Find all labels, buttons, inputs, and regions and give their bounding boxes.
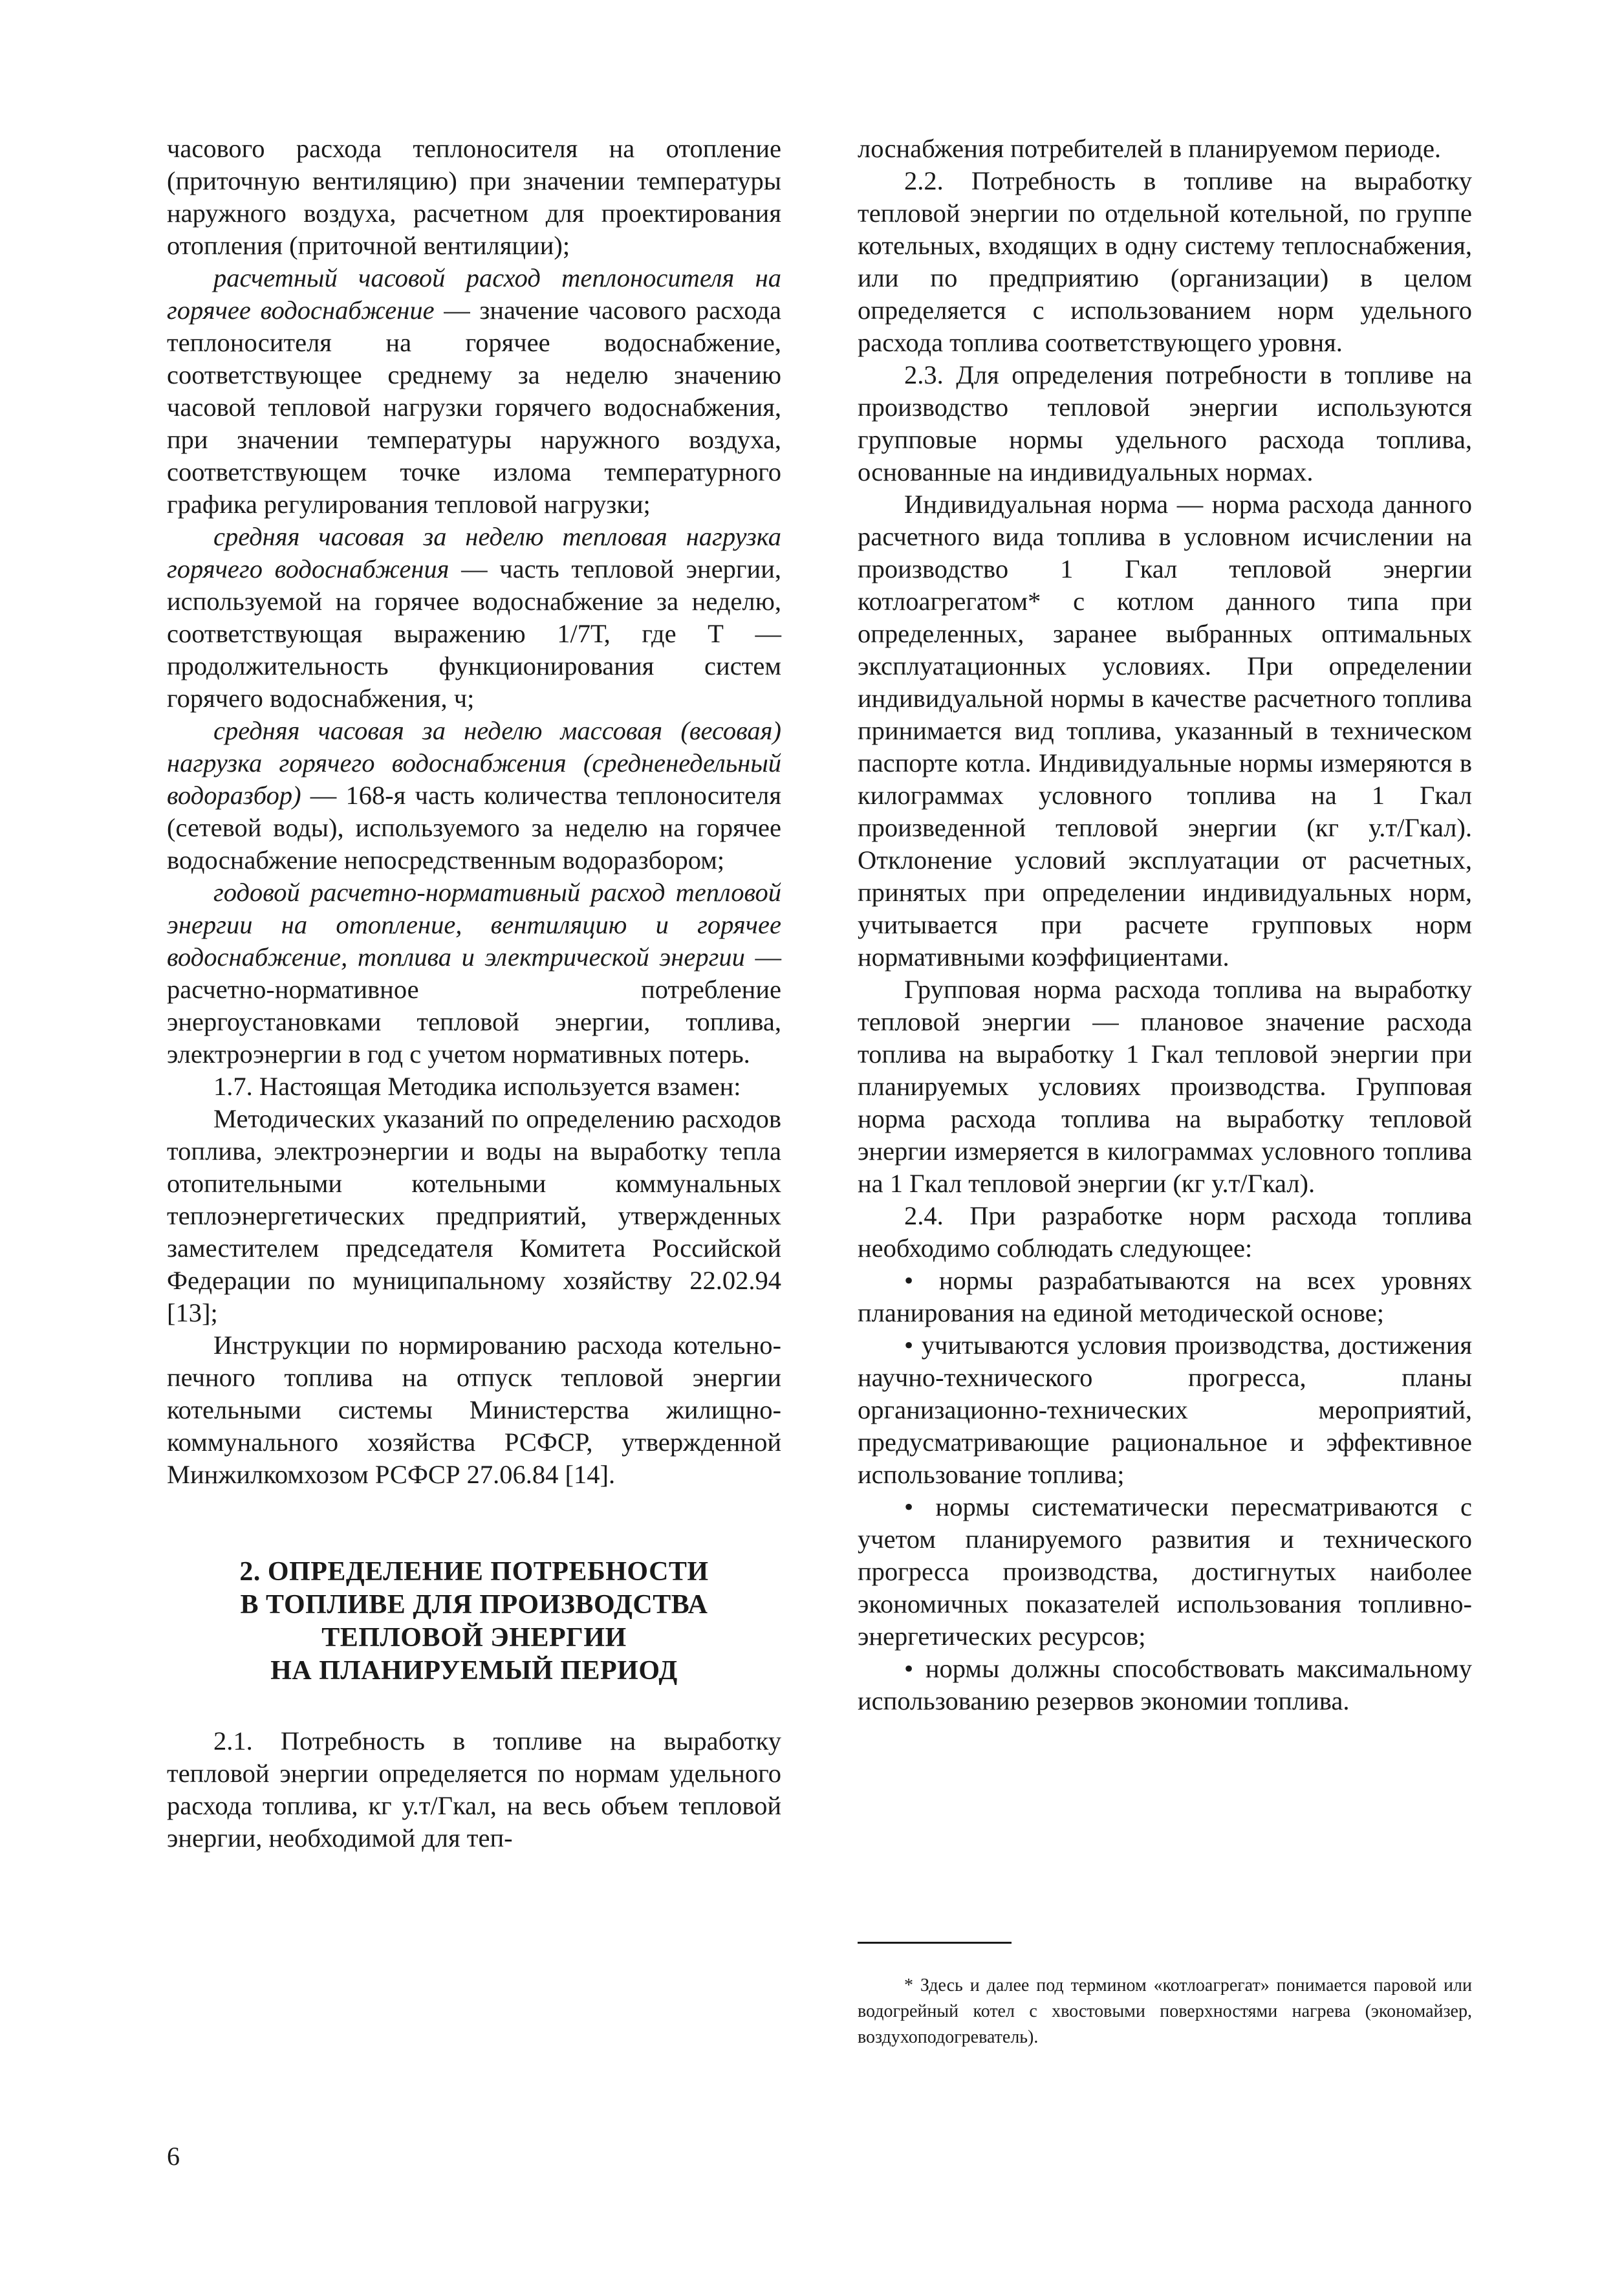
bullet-item: • учитываются условия производства, достижения научно-технического прогресса, планы организационно-технических мероприятий, предусматривающие рациональное и эффективное использование топлива; (858, 1329, 1472, 1491)
definition-paragraph (167, 715, 781, 876)
heading-line: НА ПЛАНИРУЕМЫЙ ПЕРИОД (270, 1656, 678, 1686)
section-heading (167, 1556, 781, 1688)
definition-text: — 168-я часть количества теплоносителя (сетевой воды), используемого за неделю на горячее водоснабжение непосредственным водоразбором; (167, 781, 781, 875)
footnote-divider (858, 1942, 1012, 1944)
paragraph: 2.3. Для определения потребности в топливе на производство тепловой энергии используются групповые нормы удельного расхода топлива, основанные на индивидуальных нормах. (858, 360, 1472, 486)
defined-term: годовой расчетно-нормативный расход тепловой энергии на отопление, вентиляцию и горячее водоснабжение, топлива и электрической энергии (167, 878, 781, 972)
paragraph: часового расхода теплоносителя на отопление (приточную вентиляцию) при значении температуры наружного воздуха, расчетном для проектирования отопления (приточной вентиляции); (167, 134, 781, 260)
right-column (858, 133, 1472, 1717)
paragraph: лоснабжения потребителей в планируемом периоде. (858, 134, 1442, 163)
definition-text: — значение часового расхода теплоносителя на горячее водоснабжение, соответствующее среднему за неделю значению часовой тепловой нагрузки горячего водоснабжения, при значении температуры наружного воздуха, соответствующем точке излома температурного графика регулирования тепловой нагрузки; (167, 296, 781, 519)
paragraph: Инструкции по нормированию расхода котельно-печного топлива на отпуск тепловой энергии котельными системы Министерства жилищно-коммунального хозяйства РСФСР, утвержденной Минжилкомхозом РСФСР 27.06.84 [14]. (167, 1331, 781, 1489)
definition-text: — расчетно-нормативное потребление энергоустановками тепловой энергии, топлива, электроэнергии в год с учетом нормативных потерь. (167, 942, 782, 1069)
bullet-item: • нормы разрабатываются на всех уровнях планирования на единой методической основе; (858, 1265, 1472, 1329)
bullet-item: • нормы систематически пересматриваются с учетом планируемого развития и технического прогресса производства, достигнутых наиболее экономичных показателей использования топливно-энергетических ресурсов; (858, 1491, 1472, 1653)
defined-term: расчетный часовой расход теплоносителя на горячее водоснабжение (167, 263, 781, 325)
definition-paragraph (167, 521, 781, 715)
definition-text: — часть тепловой энергии, используемой на горячее водоснабжение за неделю, соответствующая выражению 1/7Т, где Т — продолжительность функционирования систем горячего водоснабжения, ч; (167, 554, 782, 713)
heading-line: 2. ОПРЕДЕЛЕНИЕ ПОТРЕБНОСТИ (239, 1557, 709, 1587)
footnote: * Здесь и далее под термином «котлоагрегат» понимается паровой или водогрейный котел с хвостовыми поверхностями нагрева (экономайзер, воздухоподогреватель). (858, 1975, 1472, 2047)
defined-term: средняя часовая за неделю массовая (весовая) нагрузка горячего водоснабжения (средненедельный водоразбор) (167, 716, 781, 810)
paragraph: Методических указаний по определению расходов топлива, электроэнергии и воды на выработку тепла отопительными котельными коммунальных теплоэнергетических предприятий, утвержденных заместителем председателя Комитета Российской Федерации по муниципальному хозяйству 22.02.94 [13]; (167, 1104, 781, 1327)
paragraph: 2.4. При разработке норм расхода топлива необходимо соблюдать следующее: (858, 1201, 1472, 1263)
left-column (167, 133, 781, 1854)
defined-term: средняя часовая за неделю тепловая нагрузка горячего водоснабжения (167, 522, 781, 583)
paragraph: Групповая норма расхода топлива на выработку тепловой энергии — плановое значение расхода топлива на выработку 1 Гкал тепловой энергии при планируемых условиях производства. Групповая норма расхода топлива на выработку тепловой энергии измеряется в килограммах условного топлива на 1 Гкал тепловой энергии (кг у.т/Гкал). (858, 975, 1472, 1198)
bullet-item: • нормы должны способствовать максимальному использованию резервов экономии топлива. (858, 1653, 1472, 1717)
paragraph: Индивидуальная норма — норма расхода данного расчетного вида топлива в условном исчислении на производство 1 Гкал тепловой энергии котлоагрегатом* с котлом данного типа при определенных, заранее выбранных оптимальных эксплуатационных условиях. При определении индивидуальной нормы в качестве расчетного топлива принимается вид топлива, указанный в техническом паспорте котла. Индивидуальные нормы измеряются в килограммах условного топлива на 1 Гкал произведенной тепловой энергии (кг у.т/Гкал). Отклонение условий эксплуатации от расчетных, принятых при определении индивидуальных норм, учитывается при расчете групповых норм нормативными коэффициентами. (858, 490, 1472, 972)
heading-line: В ТОПЛИВЕ ДЛЯ ПРОИЗВОДСТВА (240, 1590, 708, 1620)
definition-paragraph (167, 262, 781, 521)
paragraph: 2.2. Потребность в топливе на выработку тепловой энергии по отдельной котельной, по группе котельных, входящих в одну систему теплоснабжения, или по предприятию (организации) в целом определяется с использованием норм удельного расхода топлива соответствующего уровня. (858, 166, 1472, 357)
heading-line: ТЕПЛОВОЙ ЭНЕРГИИ (321, 1623, 627, 1653)
paragraph: 1.7. Настоящая Методика используется взамен: (213, 1072, 741, 1101)
definition-paragraph (167, 876, 781, 1070)
page-number: 6 (167, 2142, 180, 2171)
paragraph: 2.1. Потребность в топливе на выработку тепловой энергии определяется по нормам удельного расхода топлива, кг у.т/Гкал, на весь объем тепловой энергии, необходимой для теп- (167, 1726, 781, 1853)
